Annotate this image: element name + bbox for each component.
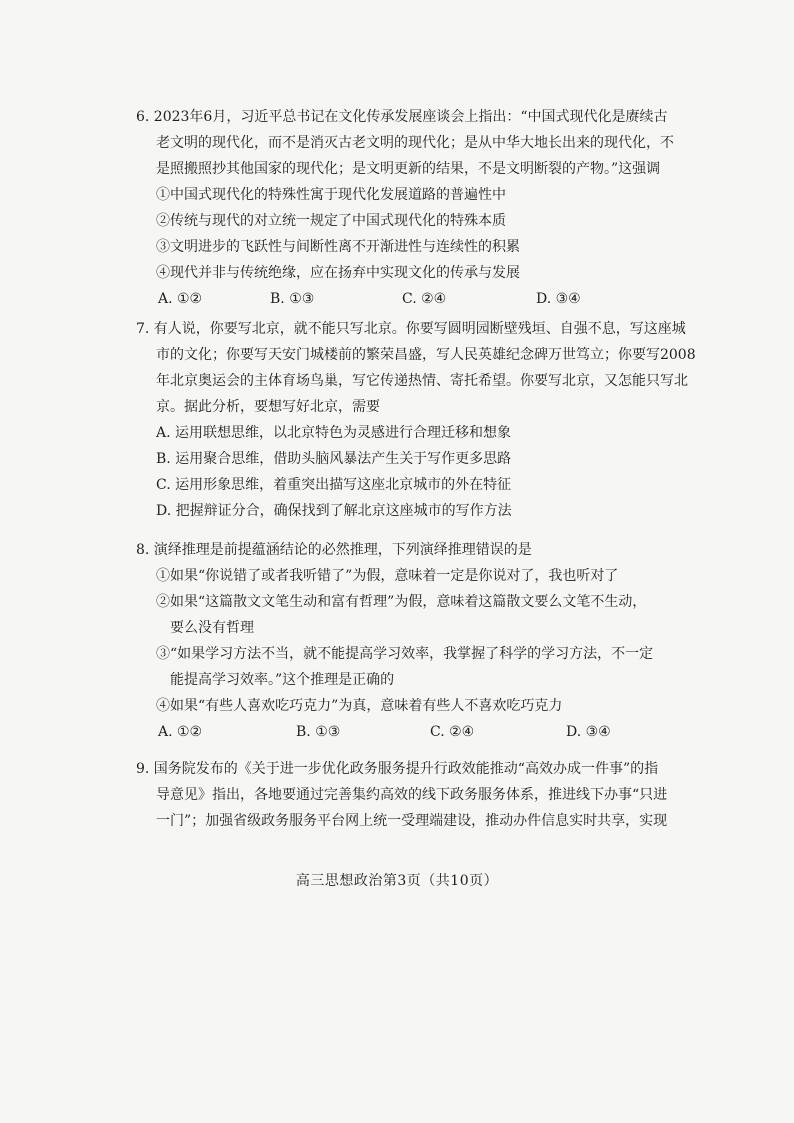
choice-c: C. ②④	[402, 291, 447, 307]
question-8-statement-cont: 能提高学习效率。”这个推理是正确的	[170, 672, 395, 688]
question-8-statement: ②如果“这篇散文文笔生动和富有哲理”为假，意味着这篇散文要么文笔不生动，	[156, 594, 647, 610]
question-7-option-d: D. 把握辩证分合，确保找到了解北京这座城市的写作方法	[156, 503, 512, 519]
question-9	[136, 756, 676, 834]
question-6	[136, 104, 676, 312]
question-7-option-a: A. 运用联想思维，以北京特色为灵感进行合理迁移和想象	[156, 425, 512, 441]
choice-b: B. ①③	[270, 291, 315, 307]
choice-a: A. ①②	[158, 291, 203, 307]
question-8-statement: ④如果“有些人喜欢吃巧克力”为真，意味着有些人不喜欢吃巧克力	[156, 698, 563, 714]
question-9-stem-line: 9. 国务院发布的《关于进一步优化政务服务提升行政效能推动“高效办成一件事”的指	[136, 761, 659, 777]
question-7-stem-line: 市的文化；你要写天安门城楼前的繁荣昌盛，写人民英雄纪念碑万世笃立；你要写2008	[156, 347, 696, 363]
question-7	[136, 316, 696, 524]
question-8-stem-line: 8. 演绎推理是前提蕴涵结论的必然推理，下列演绎推理错误的是	[136, 542, 532, 558]
question-6-statement: ③文明进步的飞跃性与间断性离不开渐进性与连续性的积累	[156, 239, 520, 255]
question-7-stem-line: 京。据此分析，要想写好北京，需要	[156, 399, 380, 415]
question-8-statement: ①如果“你说错了或者我听错了”为假，意味着一定是你说对了，我也听对了	[156, 568, 619, 584]
question-6-statement: ④现代并非与传统绝缘，应在扬弃中实现文化的传承与发展	[156, 265, 520, 281]
question-8	[136, 537, 676, 745]
choice-a: A. ①②	[158, 724, 203, 740]
question-7-stem-line: 7. 有人说，你要写北京，就不能只写北京。你要写圆明园断壁残垣、自强不息，写这座城	[136, 321, 686, 337]
question-9-stem-line: 一门”；加强省级政务服务平台网上统一受理端建设，推动办件信息实时共享，实现	[156, 813, 668, 829]
question-8-statement-cont: 要么没有哲理	[170, 620, 254, 636]
question-6-statement: ②传统与现代的对立统一规定了中国式现代化的特殊本质	[156, 213, 506, 229]
question-6-statement: ①中国式现代化的特殊性寓于现代化发展道路的普遍性中	[156, 187, 506, 203]
question-6-stem-line: 是照搬照抄其他国家的现代化；是文明更新的结果，不是文明断裂的产物。”这强调	[156, 161, 661, 177]
question-8-statement: ③“如果学习方法不当，就不能提高学习效率，我掌握了科学的学习方法，不一定	[156, 646, 654, 662]
question-7-option-c: C. 运用形象思维，着重突出描写这座北京城市的外在特征	[156, 477, 512, 493]
choice-b: B. ①③	[296, 724, 341, 740]
question-9-stem-line: 导意见》指出，各地要通过完善集约高效的线下政务服务体系，推进线下办事“只进	[156, 787, 668, 803]
question-8-choices	[136, 719, 676, 745]
question-7-option-b: B. 运用聚合思维，借助头脑风暴法产生关于写作更多思路	[156, 451, 512, 467]
choice-d: D. ③④	[536, 291, 581, 307]
question-7-stem-line: 年北京奥运会的主体育场鸟巢，写它传递热情、寄托希望。你要写北京，又怎能只写北	[156, 373, 688, 389]
choice-c: C. ②④	[430, 724, 475, 740]
choice-d: D. ③④	[566, 724, 611, 740]
question-6-choices	[136, 286, 676, 312]
question-6-stem-line: 老文明的现代化，而不是消灭古老文明的现代化；是从中华大地长出来的现代化，不	[156, 135, 674, 151]
page-footer: 高三思想政治第3页（共10页）	[295, 873, 499, 889]
question-6-stem-line: 6. 2023年6月，习近平总书记在文化传承发展座谈会上指出：“中国式现代化是赓续古	[136, 109, 668, 125]
